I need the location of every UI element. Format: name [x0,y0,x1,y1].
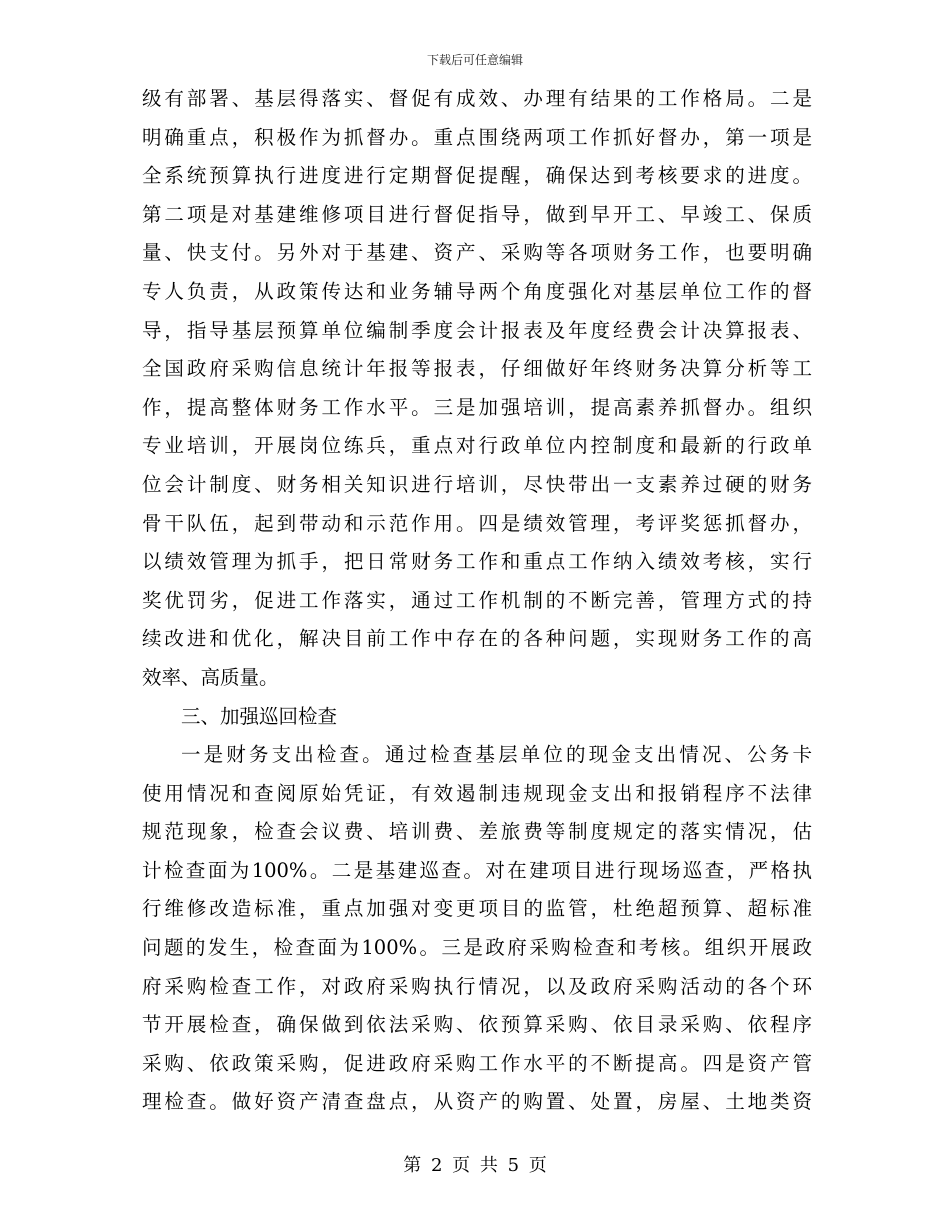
text-line: 专业培训，开展岗位练兵，重点对行政单位内控制度和最新的行政单 [142,434,812,458]
text-line: 奖优罚劣，促进工作落实，通过工作机制的不断完善，管理方式的持 [142,588,812,612]
text-line: 级有部署、基层得落实、督促有成效、办理有结果的工作格局。二是 [142,87,812,110]
text-line: 理检查。做好资产清查盘点，从资产的购置、处置，房屋、土地类资 [142,1090,812,1114]
text-line: 节开展检查，确保做到依法采购、依预算采购、依目录采购、依程序 [142,1013,812,1037]
text-line: 作，提高整体财务工作水平。三是加强培训，提高素养抓督办。组织 [142,395,812,419]
text-line: 量、快支付。另外对于基建、资产、采购等各项财务工作，也要明确 [142,241,812,265]
text-line: 续改进和优化，解决目前工作中存在的各种问题，实现财务工作的高 [142,627,812,651]
text-line: 骨干队伍，起到带动和示范作用。四是绩效管理，考评奖惩抓督办， [142,511,812,535]
section-heading: 三、加强巡回检查 [181,704,338,728]
text-line: 以绩效管理为抓手，把日常财务工作和重点工作纳入绩效考核，实行 [142,550,812,574]
text-line: 效率、高质量。 [142,665,279,689]
text-line: 规范现象，检查会议费、培训费、差旅费等制度规定的落实情况，估 [142,820,812,844]
page-footer: 第 2 页 共 5 页 [403,1155,547,1176]
text-line: 计检查面为100%。二是基建巡查。对在建项目进行现场巡查，严格执 [142,858,812,882]
page-header: 下载后可任意编辑 [426,53,523,67]
text-line: 问题的发生，检查面为100%。三是政府采购检查和考核。组织开展政 [142,936,812,960]
document-body [142,80,812,1122]
text-line: 全国政府采购信息统计年报等报表，仔细做好年终财务决算分析等工 [142,357,812,381]
text-line: 府采购检查工作，对政府采购执行情况，以及政府采购活动的各个环 [142,974,812,998]
text-line: 位会计制度、财务相关知识进行培训，尽快带出一支素养过硬的财务 [142,472,812,496]
text-line: 采购、依政策采购，促进政府采购工作水平的不断提高。四是资产管 [142,1051,812,1075]
text-line: 使用情况和查阅原始凭证，有效遏制违规现金支出和报销程序不法律 [142,781,812,805]
text-line: 一是财务支出检查。通过检查基层单位的现金支出情况、公务卡 [181,743,812,767]
text-line: 导，指导基层预算单位编制季度会计报表及年度经费会计决算报表、 [142,318,812,342]
text-line: 明确重点，积极作为抓督办。重点围绕两项工作抓好督办，第一项是 [142,125,812,149]
text-line: 第二项是对基建维修项目进行督促指导，做到早开工、早竣工、保质 [142,202,812,226]
text-line: 行维修改造标准，重点加强对变更项目的监管，杜绝超预算、超标准 [142,897,812,921]
text-line: 专人负责，从政策传达和业务辅导两个角度强化对基层单位工作的督 [142,279,812,303]
text-line: 全系统预算执行进度进行定期督促提醒，确保达到考核要求的进度。 [142,164,812,188]
